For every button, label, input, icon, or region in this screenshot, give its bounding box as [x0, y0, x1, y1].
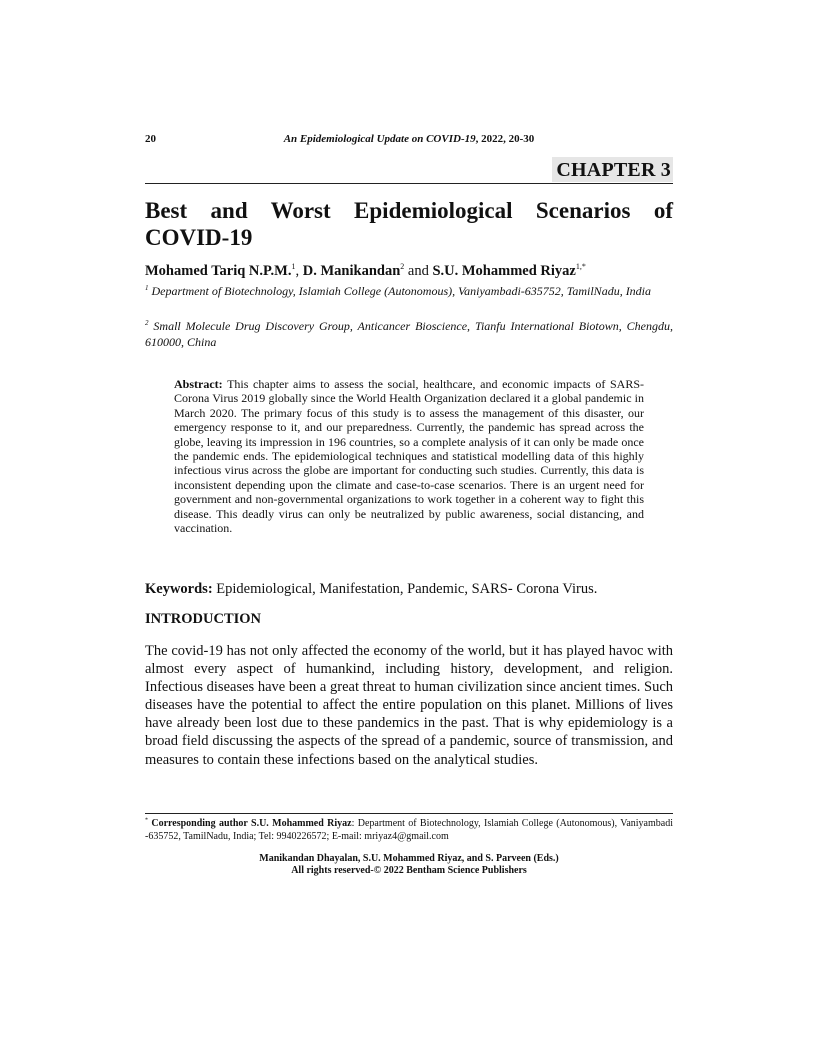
copyright-line: All rights reserved-© 2022 Bentham Science Publishers	[291, 865, 527, 876]
author-separator: and	[404, 263, 433, 279]
publisher-info	[145, 853, 673, 877]
journal-citation	[145, 133, 673, 145]
author-3-affil-ref: 1,*	[575, 262, 586, 272]
keywords-label: Keywords:	[145, 581, 213, 597]
body-paragraph: The covid-19 has not only affected the economy of the world, but it has played havoc with almost every aspect of humankind, including history, development, and religion. Infectious diseases have been a great threat to human civilization since ancient times. Such diseases have the potential to affect the entire population on this planet. Millions of lives have already been lost due to these pandemics in the past. That is why epidemiology is a broad field discussing the aspects of the spread of a pandemic, source of transmission, and measures to contain these infections based on the analytical studies.	[145, 643, 673, 768]
author-list	[145, 262, 673, 280]
page-number: 20	[145, 133, 156, 145]
abstract	[174, 377, 644, 535]
journal-year-pages: , 2022, 20-30	[475, 133, 535, 145]
affiliation-text: Department of Biotechnology, Islamiah College (Autonomous), Vaniyambadi-635752, TamilNadu, India	[148, 284, 652, 298]
affiliation-marker: 1	[145, 284, 149, 292]
affiliation-marker: 2	[145, 319, 149, 327]
abstract-text: This chapter aims to assess the social, healthcare, and economic impacts of SARS-Corona Virus 2019 globally since the World Health Organization declared it a global pandemic in March 2020. The primary focus of this study is to assess the management of this disaster, our emergency response to it, and our preparedness. Currently, the pandemic has spread across the globe, leaving its impression in 196 countries, so a complete analysis of it can only be made once the pandemic ends. The epidemiological techniques and statistical modelling data of this highly infectious virus across the globe are important for conducting such studies. Currently, this data is inconsistent depending upon the climate and case-to-case scenarios. There is an urgent need for government and non-governmental organizations to work together in a coherent way to fight this disease. This deadly virus can only be neutralized by public awareness, social distancing, and vaccination.	[174, 377, 644, 536]
abstract-label: Abstract:	[174, 377, 223, 391]
chapter-label-box	[552, 157, 673, 182]
footnote-rule	[145, 813, 673, 814]
author-separator: ,	[295, 263, 303, 279]
affiliation-1	[145, 284, 673, 300]
footnote-text: : Department of Biotechnology, Islamiah College (Autonomous), Vaniyambadi -635752, TamilNadu, India; Tel: 9940226572; E-mail: mriyaz4@gmail.com	[145, 818, 673, 842]
footnote	[145, 818, 673, 843]
author-2-affil-ref: 2	[400, 262, 405, 272]
footnote-marker: *	[145, 817, 148, 824]
affiliation-2	[145, 319, 673, 350]
journal-title: An Epidemiological Update on COVID-19	[283, 133, 476, 145]
author-1-affil-ref: 1	[291, 262, 296, 272]
header-rule	[145, 183, 673, 184]
keywords	[145, 580, 673, 598]
editors-line: Manikandan Dhayalan, S.U. Mohammed Riyaz, and S. Parveen (Eds.)	[259, 853, 559, 864]
affiliation-text: Small Molecule Drug Discovery Group, Anticancer Bioscience, Tianfu International Biotown, Chengdu, 610000, China	[145, 319, 673, 349]
author-1: Mohamed Tariq N.P.M.	[145, 263, 292, 279]
chapter-title: Best and Worst Epidemiological Scenarios of COVID-19	[145, 198, 673, 250]
keywords-text: Epidemiological, Manifestation, Pandemic, SARS- Corona Virus.	[212, 581, 598, 597]
author-2: D. Manikandan	[302, 263, 401, 279]
footnote-label: Corresponding author S.U. Mohammed Riyaz	[148, 818, 352, 829]
chapter-label: CHAPTER 3	[552, 157, 673, 182]
section-heading: INTRODUCTION	[145, 611, 262, 627]
author-3: S.U. Mohammed Riyaz	[432, 263, 576, 279]
